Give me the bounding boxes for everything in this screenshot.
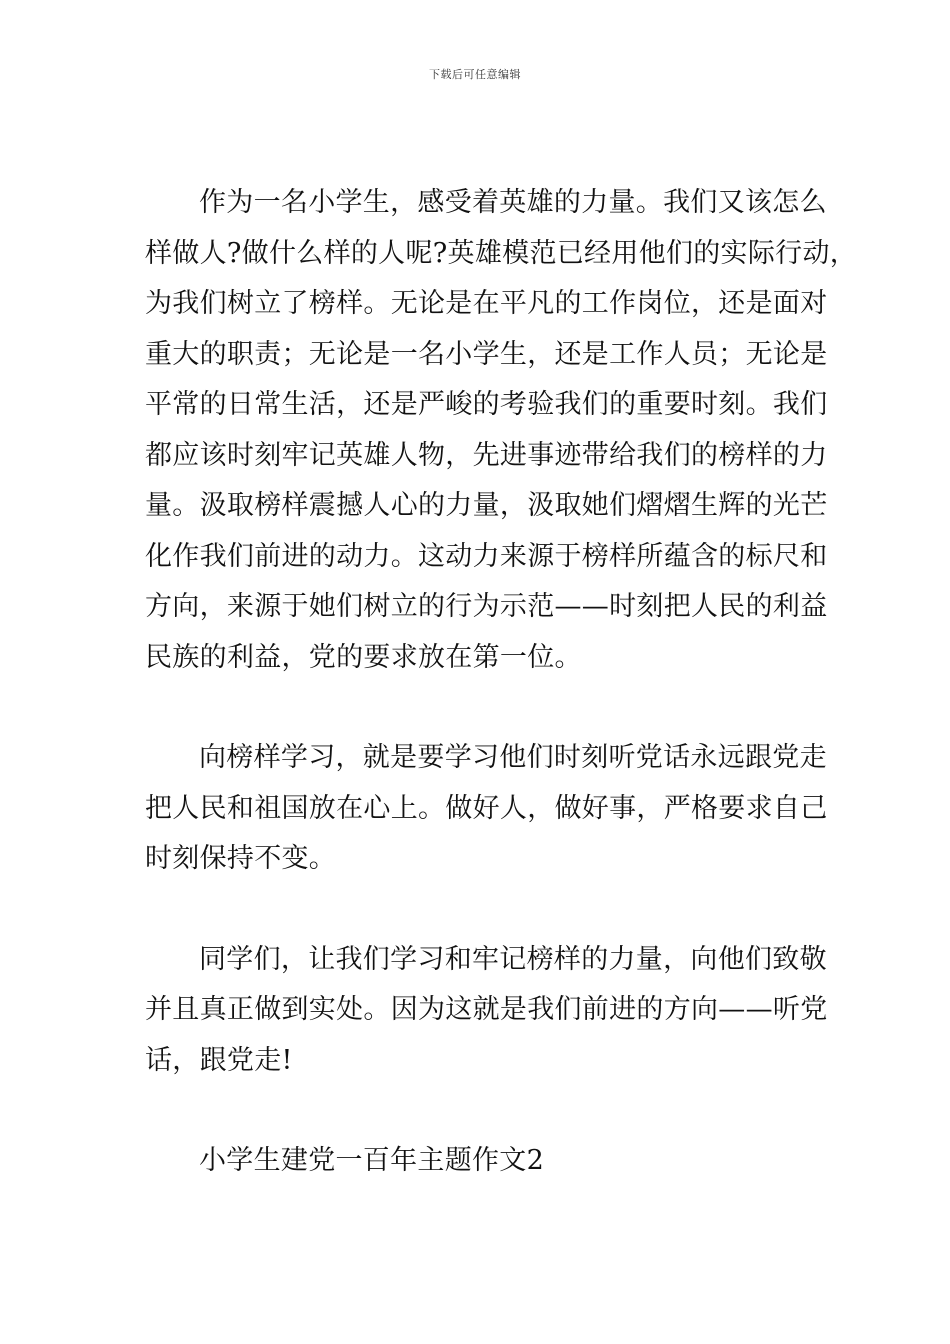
paragraph-line: 并且真正做到实处。因为这就是我们前进的方向——听党 — [145, 994, 828, 1025]
paragraph-2 — [145, 733, 828, 885]
document-body — [145, 178, 858, 1187]
page-header: 下载后可任意编辑 — [429, 68, 521, 81]
paragraph-line: 为我们树立了榜样。无论是在平凡的工作岗位，还是面对 — [145, 288, 828, 319]
paragraph-line: 平常的日常生活，还是严峻的考验我们的重要时刻。我们 — [145, 389, 828, 420]
paragraph-line: 向榜样学习，就是要学习他们时刻听党话永远跟党走 — [199, 742, 827, 773]
paragraph-line: 民族的利益，党的要求放在第一位。 — [145, 641, 582, 673]
paragraph-line: 作为一名小学生，感受着英雄的力量。我们又该怎么 — [199, 187, 827, 218]
paragraph-line: 时刻保持不变。 — [145, 843, 337, 874]
paragraph-1 — [145, 178, 858, 683]
paragraph-line: 样做人?做什么样的人呢?英雄模范已经用他们的实际行动， — [145, 237, 858, 269]
paragraph-line: 把人民和祖国放在心上。做好人，做好事，严格要求自己 — [145, 792, 828, 824]
paragraph-line: 同学们，让我们学习和牢记榜样的力量，向他们致敬 — [199, 943, 827, 975]
paragraph-line: 量。汲取榜样震撼人心的力量，汲取她们熠熠生辉的光芒 — [145, 490, 828, 521]
paragraph-line: 话，跟党走! — [145, 1044, 293, 1076]
paragraph-line: 方向，来源于她们树立的行为示范——时刻把人民的利益 — [145, 591, 828, 622]
paragraph-line: 重大的职责；无论是一名小学生，还是工作人员；无论是 — [145, 338, 828, 370]
paragraph-3 — [145, 935, 828, 1087]
essay-subheading: 小学生建党一百年主题作文2 — [199, 1145, 545, 1176]
paragraph-line: 都应该时刻牢记英雄人物，先进事迹带给我们的榜样的力 — [145, 439, 828, 471]
paragraph-line: 化作我们前进的动力。这动力来源于榜样所蕴含的标尺和 — [145, 540, 828, 572]
